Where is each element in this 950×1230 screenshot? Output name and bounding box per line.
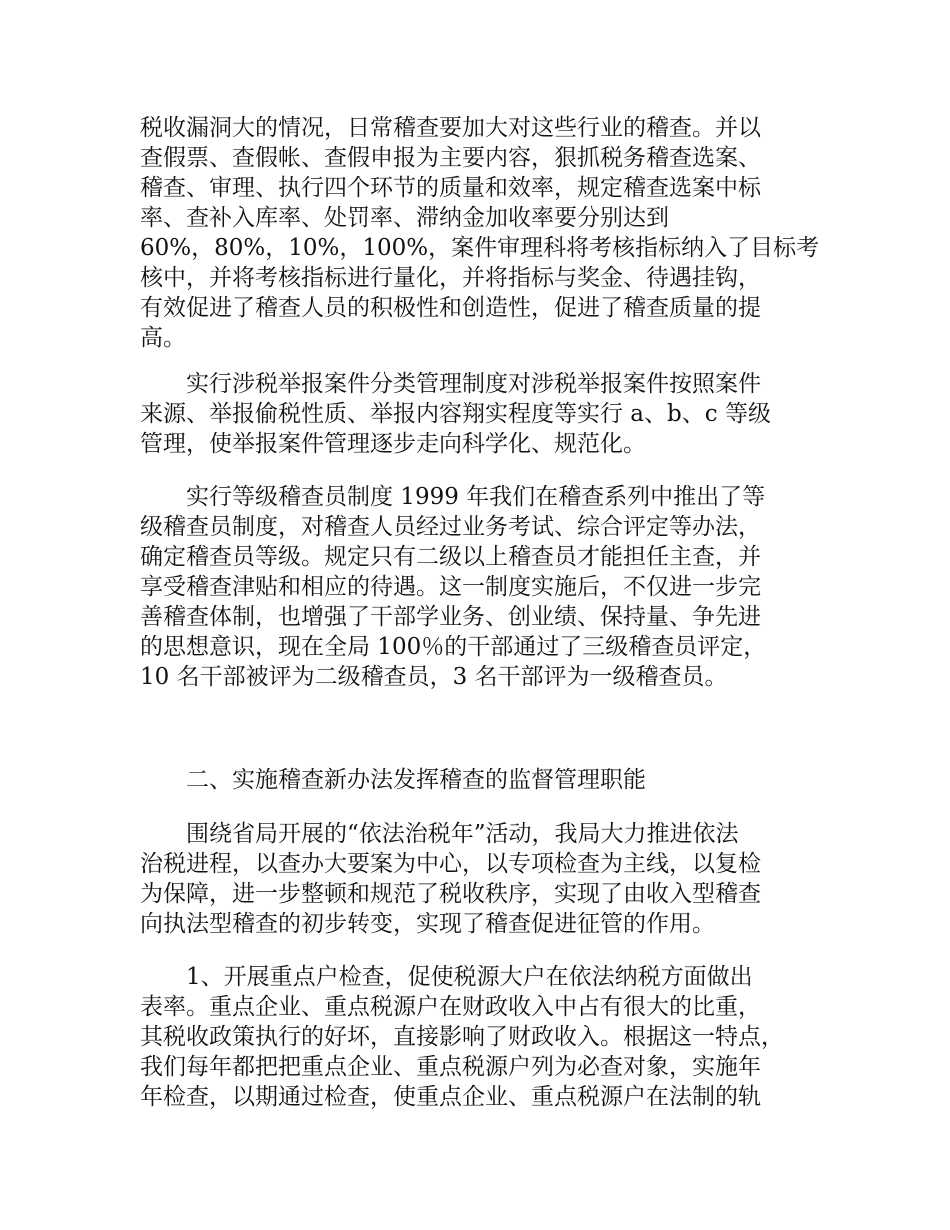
text-line: 治税进程，以查办大要案为中心，以专项检查为主线，以复检 <box>140 851 761 877</box>
text-line: 核中，并将考核指标进行量化，并将指标与奖金、待遇挂钩， <box>140 265 761 291</box>
text-line: 级稽查员制度，对稽查人员经过业务考试、综合评定等办法， <box>140 514 761 540</box>
paragraph-key-taxpayers <box>140 962 820 1112</box>
text-line: 享受稽查津贴和相应的待遇。这一制度实施后，不仅进一步完 <box>140 574 761 600</box>
text-line: 的思想意识，现在全局 100％的干部通过了三级稽查员评定， <box>140 634 767 660</box>
text-line: 实行涉税举报案件分类管理制度对涉税举报案件按照案件 <box>140 371 761 397</box>
text-line: 表率。重点企业、重点税源户在财政收入中占有很大的比重， <box>140 994 761 1020</box>
text-line: 善稽查体制，也增强了干部学业务、创业绩、保持量、争先进 <box>140 604 761 630</box>
text-line: 有效促进了稽查人员的积极性和创造性，促进了稽查质量的提 <box>140 295 761 321</box>
paragraph-audit-quality <box>140 113 820 353</box>
paragraph-inspector-grading <box>140 482 820 692</box>
text-line: 60%，80%，10%，100%，案件审理科将考核指标纳入了目标考 <box>140 235 820 261</box>
text-line: 向执法型稽查的初步转变，实现了稽查促进征管的作用。 <box>140 911 715 937</box>
text-line: 10 名干部被评为二级稽查员，3 名干部评为一级稽查员。 <box>140 664 728 690</box>
paragraph-report-classification <box>140 369 820 459</box>
text-line: 率、查补入库率、处罚率、滞纳金加收率要分别达到 <box>140 205 669 231</box>
paragraph-rule-of-law <box>140 819 820 939</box>
text-line: 为保障，进一步整顿和规范了税收秩序，实现了由收入型稽查 <box>140 881 761 907</box>
heading-line: 二、实施稽查新办法发挥稽查的监督管理职能 <box>140 767 646 793</box>
text-line: 来源、举报偷税性质、举报内容翔实程度等实行 a、b、c 等级 <box>140 401 771 427</box>
text-line: 1、开展重点户检查，促使税源大户在依法纳税方面做出 <box>140 964 753 990</box>
text-line: 围绕省局开展的“依法治税年”活动，我局大力推进依法 <box>140 821 739 847</box>
text-line: 年检查，以期通过检查，使重点企业、重点税源户在法制的轨 <box>140 1084 761 1110</box>
section-heading <box>140 765 820 795</box>
text-line: 查假票、查假帐、查假申报为主要内容，狠抓税务稽查选案、 <box>140 145 761 171</box>
text-line: 确定稽查员等级。规定只有二级以上稽查员才能担任主查，并 <box>140 544 761 570</box>
text-line: 管理，使举报案件管理逐步走向科学化、规范化。 <box>140 431 646 457</box>
text-line: 我们每年都把把重点企业、重点税源户列为必查对象，实施年 <box>140 1054 761 1080</box>
text-line: 实行等级稽查员制度 1999 年我们在稽查系列中推出了等 <box>140 484 766 510</box>
text-line: 其税收政策执行的好坏，直接影响了财政收入。根据这一特点， <box>140 1024 784 1050</box>
text-line: 高。 <box>140 325 186 351</box>
text-line: 稽查、审理、执行四个环节的质量和效率，规定稽查选案中标 <box>140 175 761 201</box>
text-line: 税收漏洞大的情况，日常稽查要加大对这些行业的稽查。并以 <box>140 115 761 141</box>
